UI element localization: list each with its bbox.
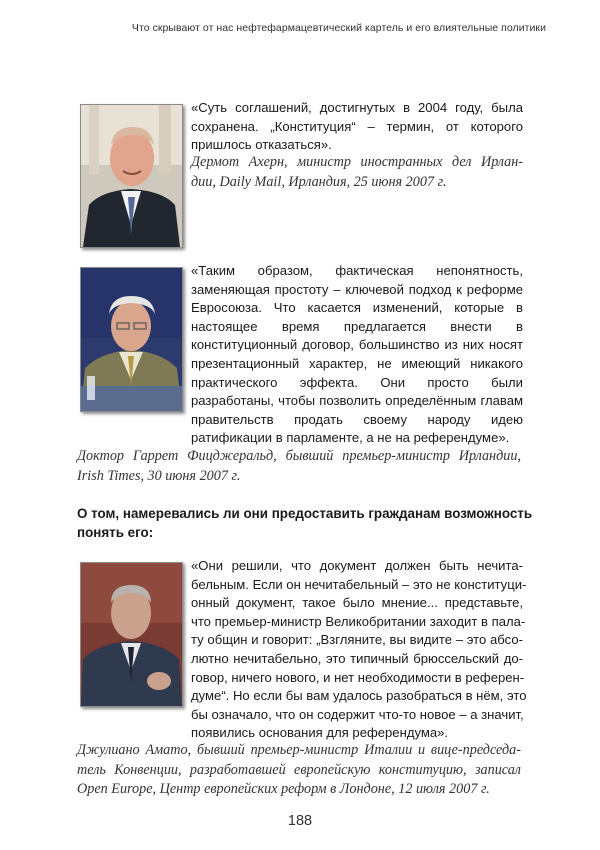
quote-3-line: онный документ, такое было мнение... представьте, [191,595,523,611]
quote-3-line: «Они решили, что документ должен быть нечита- [191,558,523,573]
quote-2-line: заменяющая простоту – ключевой подход к реформе [191,281,523,297]
quote-2-text [191,262,523,448]
attribution-line: Open Europe, Центр европейских реформ в Лондоне, 12 июля 2007 г. [77,781,490,798]
quote-3-line: думе“. Но если бы вам удалось разобраться в нём, это [191,688,527,704]
quote-1-line: сохранена. „Конституция“ – термин, от которого [191,118,523,134]
quote-3-line: говор, ничего нового, и нет необходимости в референ- [191,669,525,685]
quote-2-line: правительств продать своему народу идею [191,411,523,427]
quote-3-text [191,557,527,743]
quote-1-text [191,99,523,155]
page-number: 188 [287,813,313,829]
quote-2-attribution [77,447,521,486]
attribution-line: Irish Times, 30 июня 2007 г. [77,467,241,484]
attribution-line: Джулиано Амато, бывший премьер-министр Италии и вице-председа- [77,742,521,758]
quote-1-attribution [191,153,523,192]
portrait-3-image [81,563,182,706]
quote-3-line: ту общин и говорит: „Взгляните, вы видите – это абсо- [191,632,523,648]
portrait-1-image [81,105,182,247]
quote-3-line: лютно нечитабельно, это типичный брюссельский до- [191,650,523,666]
quote-3-line: что премьер-министр Великобритании заходит в пала- [191,613,526,629]
section-heading: О том, намеревались ли они предоставить гражданам возможность понять его: [77,506,533,540]
quote-2-line: разработаны, чтобы позволить определённым главам [191,393,523,409]
quote-3-line: бельным. Если он нечитабельный – это не конституци- [191,576,527,592]
attribution-line: тель Конвенции, разработавшей европейскую конституцию, записал [77,761,521,778]
portrait-2-image [81,268,182,411]
portrait-photo-3 [80,562,183,707]
quote-2-line: ратификации в парламенте, а не на референдуме». [191,430,510,446]
running-title: Что скрывают от нас нефтефармацевтический картель и его влиятельные политики [131,22,546,34]
attribution-line: Доктор Гаррет Фицджеральд, бывший премьер-министр Ирландии, [77,448,521,464]
quote-1-line: пришлось отказаться». [191,137,332,153]
quote-2-line: конституционный договор, большинство из них носят [191,337,523,353]
quote-3-attribution [77,741,521,800]
quote-3-line: бы означало, что он содержит что-то новое – а значит, [191,706,524,722]
quote-1-line: «Суть соглашений, достигнутых в 2004 году, была [191,100,523,115]
quote-2-line: Евросоюза. Что касается изменений, которые в [191,300,523,316]
quote-2-line: презентационный характер, не имеющий никакого [191,355,523,371]
quote-2-line: практического эффекта. Они просто были [191,374,523,390]
portrait-photo-1 [80,104,183,248]
quote-2-line: настоящее время предлагается внести в [191,318,523,334]
quote-3-line: появились основания для референдума». [191,725,449,741]
portrait-photo-2 [80,267,183,412]
quote-2-line: «Таким образом, фактическая непонятность, [191,263,523,278]
attribution-line: дии, Daily Mail, Ирландия, 25 июня 2007 г. [191,173,447,190]
attribution-line: Дермот Ахерн, министр иностранных дел Ирлан- [191,154,523,170]
